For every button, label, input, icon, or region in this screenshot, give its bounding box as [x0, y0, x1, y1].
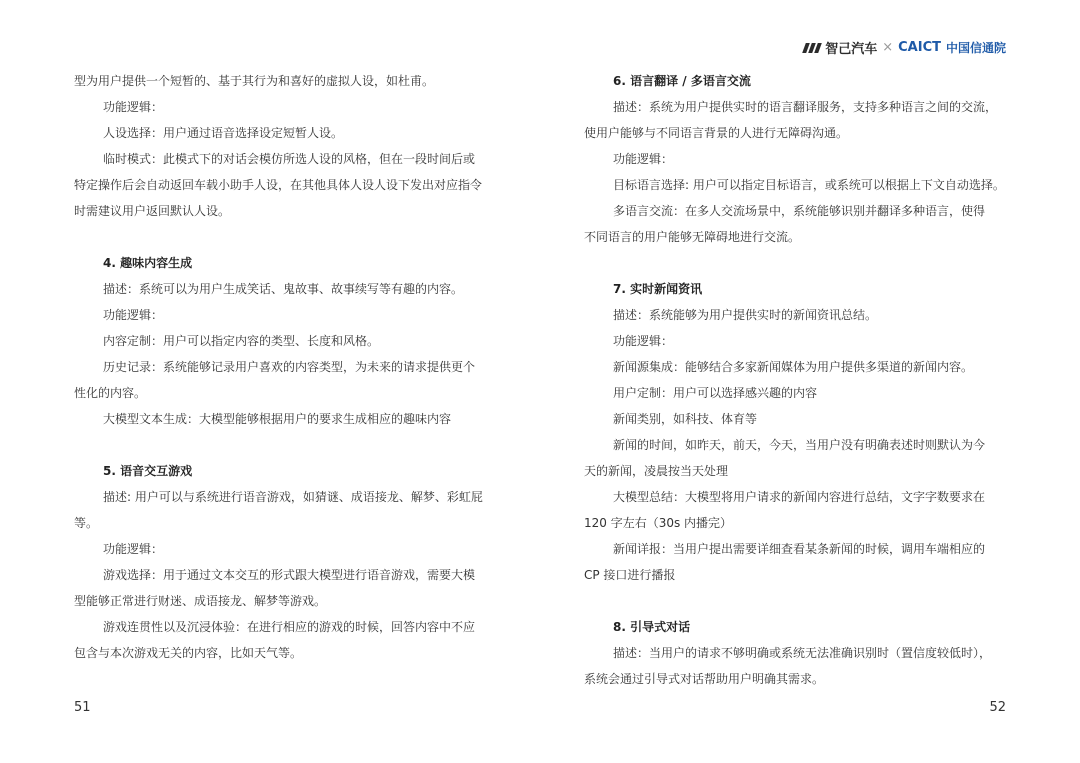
section-heading-4: 4. 趣味内容生成 — [103, 256, 193, 270]
paragraph-line: 型为用户提供一个短暂的、基于其行为和喜好的虚拟人设，如杜甫。 — [74, 74, 435, 88]
paragraph-line: 功能逻辑： — [103, 308, 164, 322]
right-page-content — [584, 68, 1008, 692]
paragraph-line: 功能逻辑： — [613, 152, 674, 166]
paragraph-line: 用户定制：用户可以选择感兴趣的内容 — [613, 386, 818, 400]
paragraph-line: 历史记录：系统能够记录用户喜欢的内容类型，为未来的请求提供更个 — [103, 360, 476, 374]
paragraph-line: 性化的内容。 — [74, 386, 147, 400]
brand-left-logo: 智己汽车 — [825, 42, 878, 57]
paragraph-line: 游戏选择：用于通过文本交互的形式跟大模型进行语音游戏，需要大模 — [103, 568, 476, 582]
paragraph-line: 目标语言选择: 用户可以指定目标语言，或系统可以根据上下文自动选择。 — [613, 178, 1005, 192]
paragraph-line: 游戏连贯性以及沉浸体验：在进行相应的游戏的时候，回答内容中不应 — [103, 620, 476, 634]
paragraph-line: 时需建议用户返回默认人设。 — [74, 204, 231, 218]
section-heading-6: 6. 语言翻译 / 多语言交流 — [613, 74, 751, 88]
paragraph-line: 新闻详报：当用户提出需要详细查看某条新闻的时候，调用车端相应的 — [613, 542, 986, 556]
right-page — [540, 0, 1080, 763]
paragraph-line: 天的新闻，凌晨按当天处理 — [584, 464, 729, 478]
paragraph-line: 描述: 用户可以与系统进行语音游戏，如猜谜、成语接龙、解梦、彩虹屁等。 — [74, 490, 483, 530]
paragraph-line: 新闻的时间，如昨天，前天，今天，当用户没有明确表述时则默认为今 — [613, 438, 986, 452]
paragraph-line: 功能逻辑： — [613, 334, 674, 348]
paragraph-line: 大模型总结：大模型将用户请求的新闻内容进行总结，文字字数要求在 — [613, 490, 986, 504]
paragraph-line: 描述：系统为用户提供实时的语言翻译服务，支持多种语言之间的交流， — [613, 100, 998, 114]
page-number-left: 51 — [74, 700, 91, 715]
paragraph-line: 人设选择：用户通过语音选择设定短暂人设。 — [103, 126, 344, 140]
paragraph-line: 临时模式：此模式下的对话会模仿所选人设的风格，但在一段时间后或 — [103, 152, 476, 166]
paragraph-line: 包含与本次游戏无关的内容，比如天气等。 — [74, 646, 303, 660]
logo-separator: × — [882, 40, 894, 55]
paragraph-line: 特定操作后会自动返回车载小助手人设，在其他具体人设人设下发出对应指令 — [74, 178, 483, 192]
header-logo-bar — [804, 38, 1006, 57]
caict-cn-logo: 中国信通院 — [945, 41, 1006, 55]
section-heading-7: 7. 实时新闻资讯 — [613, 282, 703, 296]
paragraph-line: 多语言交流：在多人交流场景中，系统能够识别并翻译多种语言，使得 — [613, 204, 986, 218]
paragraph-line: 描述：系统可以为用户生成笑话、鬼故事、故事续写等有趣的内容。 — [103, 282, 464, 296]
paragraph-line: 型能够正常进行财迷、成语接龙、解梦等游戏。 — [74, 594, 327, 608]
section-heading-5: 5. 语音交互游戏 — [103, 464, 193, 478]
paragraph-line: 系统会通过引导式对话帮助用户明确其需求。 — [584, 672, 825, 686]
paragraph-line: 新闻源集成：能够结合多家新闻媒体为用户提供多渠道的新闻内容。 — [613, 360, 974, 374]
paragraph-line: 120 字左右（30s 内播完） — [584, 516, 733, 530]
brand-mark-icon — [804, 43, 820, 53]
paragraph-line: 描述：系统能够为用户提供实时的新闻资讯总结。 — [613, 308, 878, 322]
paragraph-line: 内容定制：用户可以指定内容的类型、长度和风格。 — [103, 334, 380, 348]
left-page-content — [74, 68, 498, 666]
paragraph-line: 使用户能够与不同语言背景的人进行无障碍沟通。 — [584, 126, 849, 140]
paragraph-line: 不同语言的用户能够无障碍地进行交流。 — [584, 230, 801, 244]
paragraph-line: 新闻类别，如科技、体育等 — [613, 412, 758, 426]
caict-logo: CAICT — [898, 40, 941, 55]
section-heading-8: 8. 引导式对话 — [613, 620, 691, 634]
paragraph-line: 功能逻辑： — [103, 100, 164, 114]
paragraph-line: 大模型文本生成：大模型能够根据用户的要求生成相应的趣味内容 — [103, 412, 452, 426]
paragraph-line: 功能逻辑： — [103, 542, 164, 556]
paragraph-line: CP 接口进行播报 — [584, 568, 676, 582]
page-number-right: 52 — [989, 700, 1006, 715]
paragraph-line: 描述：当用户的请求不够明确或系统无法准确识别时（置信度较低时）， — [613, 646, 992, 660]
